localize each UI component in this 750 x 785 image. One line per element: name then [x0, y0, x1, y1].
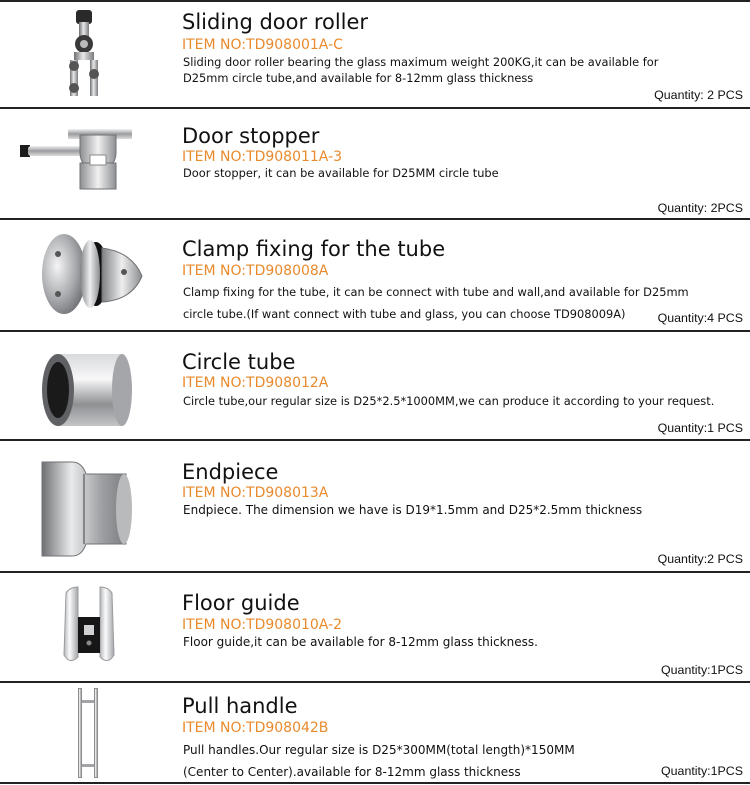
description-line: Floor guide,it can be available for 8-12mm glass thickness.	[183, 635, 538, 649]
row-divider	[0, 218, 750, 220]
floor-guide-icon	[60, 585, 118, 669]
circle-tube-icon	[40, 348, 136, 432]
product-description	[183, 502, 642, 518]
row-divider	[0, 439, 750, 441]
row-divider	[0, 782, 750, 784]
product-item-number: ITEM NO:TD908042B	[182, 720, 329, 736]
product-title: Endpiece	[182, 460, 279, 484]
row-divider	[0, 330, 750, 332]
row-divider	[0, 0, 750, 2]
description-line: Endpiece. The dimension we have is D19*1.5mm and D25*2.5mm thickness	[183, 503, 643, 517]
description-line: Circle tube,our regular size is D25*2.5*1000MM,we can produce it according to your request.	[183, 394, 715, 408]
tube-clamp-icon	[38, 228, 148, 320]
product-description	[183, 393, 714, 409]
product-title: Floor guide	[182, 591, 300, 615]
product-item-number: ITEM NO:TD908012A	[182, 375, 329, 391]
product-title: Clamp fixing for the tube	[182, 237, 446, 261]
product-description	[183, 739, 575, 783]
product-quantity: Quantity: 2PCS	[657, 201, 743, 215]
description-line: (Center to Center).available for 8-12mm glass thickness	[183, 765, 521, 779]
product-title: Pull handle	[182, 694, 298, 718]
row-divider	[0, 107, 750, 109]
product-title: Sliding door roller	[182, 10, 369, 34]
product-item-number: ITEM NO:TD908011A-3	[182, 149, 343, 165]
sliding-door-roller-icon	[60, 8, 110, 102]
product-description	[183, 634, 538, 650]
pull-handle-icon	[72, 686, 104, 780]
product-quantity: Quantity: 2 PCS	[654, 88, 743, 102]
product-title: Door stopper	[182, 124, 320, 148]
product-title: Circle tube	[182, 350, 296, 374]
product-quantity: Quantity:4 PCS	[657, 311, 743, 325]
product-item-number: ITEM NO:TD908010A-2	[182, 617, 343, 633]
product-description	[183, 54, 658, 86]
description-line: Clamp fixing for the tube, it can be connect with tube and wall,and available for D25mm	[183, 285, 689, 299]
product-item-number: ITEM NO:TD908001A-C	[182, 37, 343, 53]
description-line: circle tube.(If want connect with tube and glass, you can choose TD908009A)	[183, 307, 626, 321]
product-item-number: ITEM NO:TD908008A	[182, 263, 329, 279]
product-item-number: ITEM NO:TD908013A	[182, 485, 329, 501]
product-quantity: Quantity:2 PCS	[657, 552, 743, 566]
description-line: Sliding door roller bearing the glass maximum weight 200KG,it can be available for	[183, 55, 659, 69]
product-description	[183, 165, 499, 181]
product-quantity: Quantity:1PCS	[661, 764, 743, 778]
description-line: Pull handles.Our regular size is D25*300MM(total length)*150MM	[183, 743, 575, 757]
product-quantity: Quantity:1 PCS	[657, 421, 743, 435]
row-divider	[0, 571, 750, 573]
description-line: Door stopper, it can be available for D25MM circle tube	[183, 166, 499, 180]
endpiece-icon	[34, 452, 134, 562]
product-description	[183, 281, 689, 325]
description-line: D25mm circle tube,and available for 8-12mm glass thickness	[183, 71, 534, 85]
product-quantity: Quantity:1PCS	[661, 663, 743, 677]
door-stopper-icon	[18, 123, 138, 195]
row-divider	[0, 681, 750, 683]
